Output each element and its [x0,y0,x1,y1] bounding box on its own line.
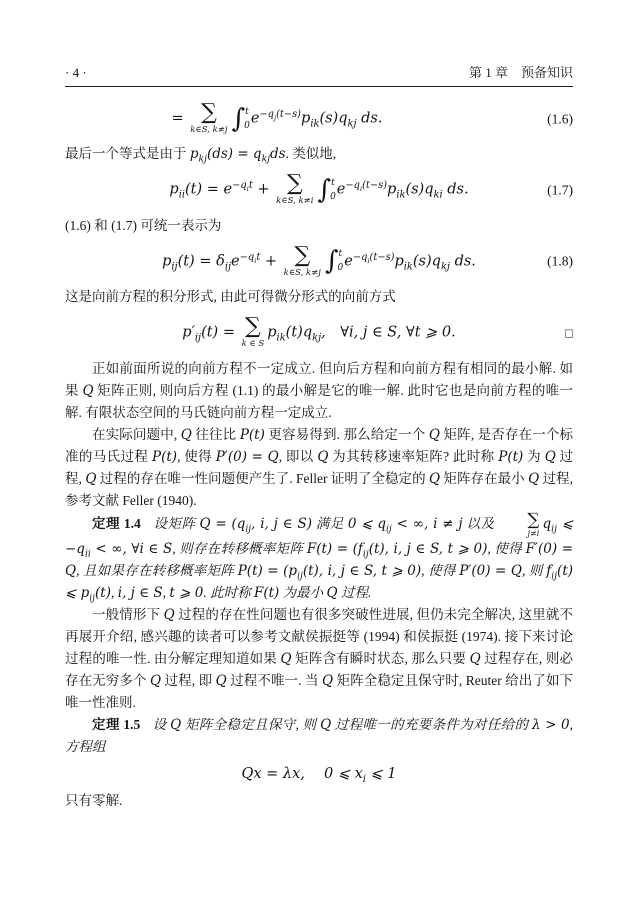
formula-1-7: $p_{ii}(t) = e^{-q_it}$ + ∑ k∈S, k≠i ∫ t 0 $e^{-q_i(t-s)}p_{ik}(s)q_{ki}$ ds. [169,171,469,207]
equation-number-1-8: (1.8) [547,253,573,269]
display-equation-1-6 [65,100,573,135]
formula-1-6: = ∑ k∈S, k≠j ∫ t 0 $e^{-q_j(t-s)}p_{ik}(s)q_{kj}$ ds. [171,100,383,135]
paragraph-existence: 一般情形下 Q 过程的存在性问题也有很多突破性进展, 但仍未完全解决, 这里就不再展开介绍, 感兴趣的读者可以参考文献侯振挺等 (1994) 和侯振挺 (1974). 接下来讨论过程的唯一性. 由分解定理知道如果 Q 矩阵含有瞬时状态, 那么只要 Q 过程存在, 则必存在无穷多个 Q 过程, 即 Q 过程不唯一. 当 Q 矩阵全稳定且保守时, Reuter 给出了如下唯一性准则. [65,606,574,710]
header-rule [65,86,573,87]
formula-uniqueness: Qx = λx, 0 ⩽ $x_i$ ⩽ 1 [241,765,397,785]
theorem-1-5-body: 设 Q 矩阵全稳定且保守, 则 Q 过程唯一的充要条件为对任给的 λ > 0, 方程组 [65,716,574,754]
theorem-1-4 [65,509,574,604]
equation-number-1-6: (1.6) [547,110,573,126]
paragraph-after-eq-1-6: 最后一个等式是由于 $p_{kj}(ds) = q_{kj}ds$. 类似地, [65,146,337,166]
theorem-1-4-body: 设矩阵 $Q = (q_{ij}$, i, j ∈ S) 满足 0 ⩽ $q_{ij}$ < ∞, i ≠ j 以及 ∑ j≠i $q_{ij}$ ⩽ $-q_{ii}$ < ∞, ∀i ∈ S, 则存在转移概率矩阵 $F(t) = (f_{ij}(t)$, i, j ∈ S, t ⩾ 0), 使得 F′(0) = Q, 且如果存在转移概率矩阵 $P(t) = (p_{ij}(t)$, i, j ∈ S, t ⩾ 0), 使得 P′(0) = Q, 则 $f_{ij}(t)$ ⩽ $p_{ij}(t)$, i, j ∈ S, t ⩾ 0. 此时称 F(t) 为最小 Q 过程. [65,509,574,604]
page-content [65,100,574,812]
page-header [65,66,573,86]
display-equation-1-8 [65,242,573,278]
chapter-title: 第 1 章 预备知识 [468,65,573,80]
equation-number-1-7: (1.7) [547,182,573,198]
paragraph-minimal-solution: 正如前面所说的向前方程不一定成立. 但向后方程和向前方程有相同的最小解. 如果 Q 矩阵正则, 则向后方程 (1.1) 的最小解是它的唯一解. 此时它也是向前方程的唯一解. 有限状态空间的马氏链向前方程一定成立. [65,360,573,420]
display-equation-1-7 [65,171,573,207]
display-equation-forward-derivative [65,314,573,350]
formula-1-8: $p_{ij}(t) = \delta_{ij}e^{-q_it}$ + ∑ k∈S, k≠j ∫ t 0 $e^{-q_i(t-s)}p_{ik}(s)q_{kj}$ ds. [162,242,476,278]
display-equation-uniqueness [65,765,573,785]
theorem-1-4-label: 定理 1.4 [92,516,141,532]
paragraph-integral-form: 这是向前方程的积分形式, 由此可得微分形式的向前方式 [65,289,396,305]
page-number: · 4 · [65,65,87,80]
paragraph-only-zero: 只有零解. [65,793,123,809]
paragraph-unify: (1.6) 和 (1.7) 可统一表示为 [65,217,222,233]
theorem-1-5 [65,714,573,758]
qed-square: □ [565,325,573,341]
paragraph-q-process: 在实际问题中, Q 往往比 P(t) 更容易得到. 那么给定一个 Q 矩阵, 是否存在一个标准的马氏过程 P(t), 使得 P′(0) = Q, 即以 Q 为其转移速率矩阵? 此时称 P(t) 为 Q 过程, Q 过程的存在唯一性问题便产生了. Feller 证明了全稳定的 Q 矩阵存在最小 Q 过程, 参考文献 Feller (1940). [65,426,574,508]
theorem-1-5-label: 定理 1.5 [92,716,141,732]
formula-forward-derivative: $p'_{ij}(t)$ = ∑ k ∈ S $p_{ik}(t)q_{kj}$, ∀i, j ∈ S, ∀t ⩾ 0. [182,314,456,350]
